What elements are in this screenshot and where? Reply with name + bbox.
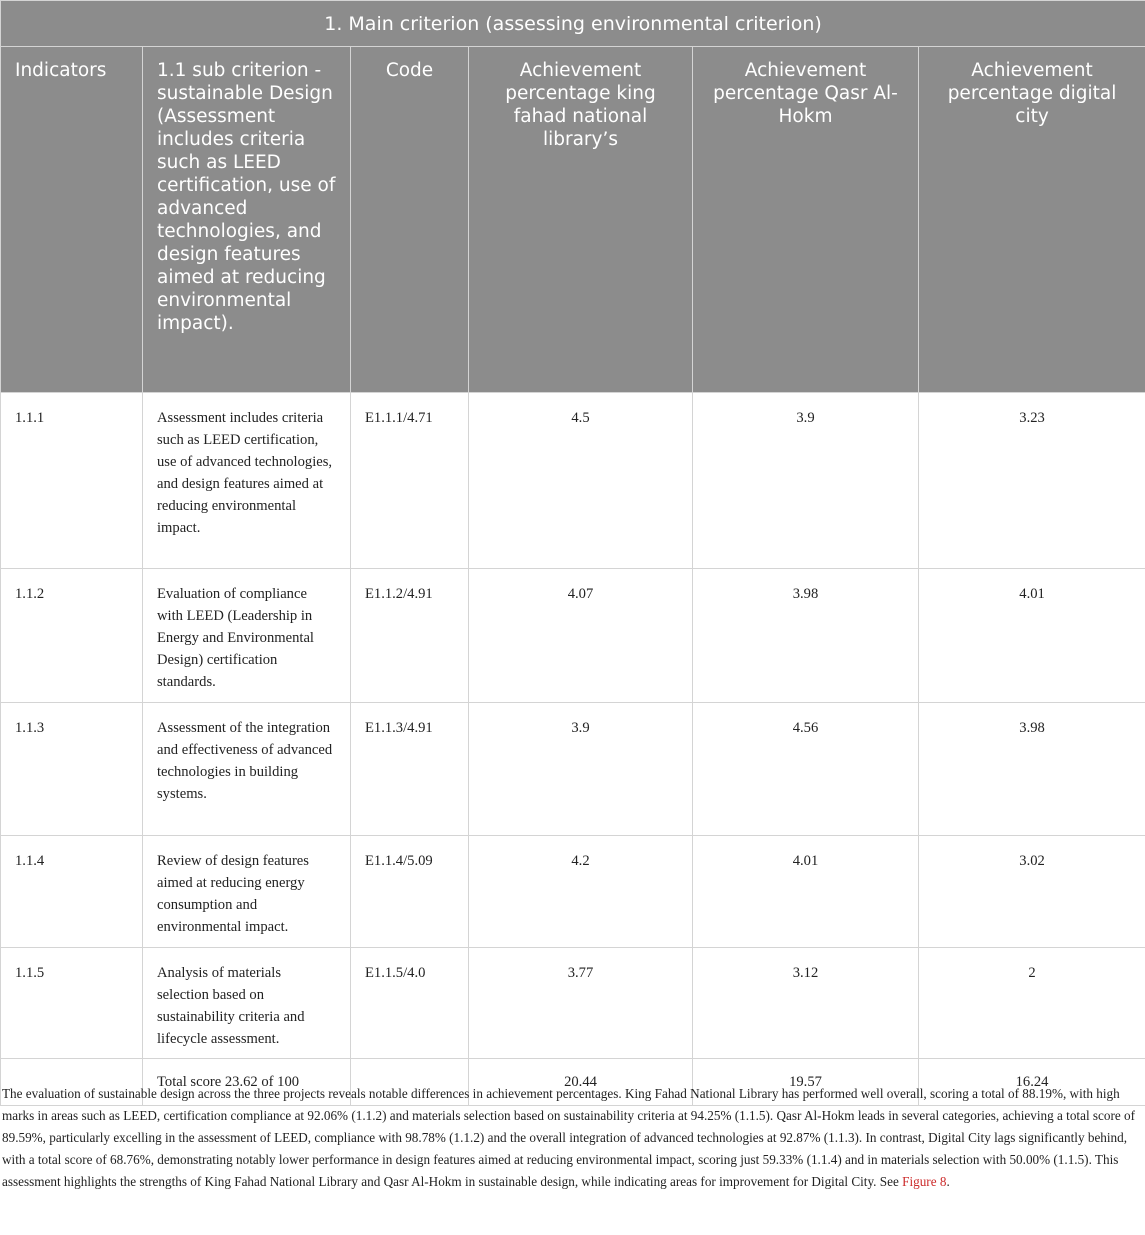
caption-end: . xyxy=(946,1174,950,1189)
header-code: Code xyxy=(351,47,469,393)
indicator-cell: 1.1.3 xyxy=(1,703,143,836)
digital-cell: 3.98 xyxy=(919,703,1145,836)
code-cell: E1.1.1/4.71 xyxy=(351,393,469,569)
table-row xyxy=(1,393,1145,569)
table-row xyxy=(1,703,1145,836)
table-row xyxy=(1,569,1145,703)
total-qasr: 19.57 xyxy=(693,1059,919,1106)
description-cell: Assessment includes criteria such as LEED certification, use of advanced technologies, and design features aimed at reducing environmental impact. xyxy=(143,393,351,569)
digital-cell: 4.01 xyxy=(919,569,1145,703)
description-cell: Analysis of materials selection based on sustainability criteria and lifecycle assessment. xyxy=(143,948,351,1059)
total-label: Total score 23.62 of 100 xyxy=(143,1059,351,1106)
indicator-cell: 1.1.1 xyxy=(1,393,143,569)
qasr-cell: 3.98 xyxy=(693,569,919,703)
table-title: 1. Main criterion (assessing environmental criterion) xyxy=(1,1,1145,47)
indicator-cell: 1.1.4 xyxy=(1,836,143,948)
qasr-cell: 4.56 xyxy=(693,703,919,836)
digital-cell: 2 xyxy=(919,948,1145,1059)
total-kfnl: 20.44 xyxy=(469,1059,693,1106)
description-cell: Evaluation of compliance with LEED (Leadership in Energy and Environmental Design) certification standards. xyxy=(143,569,351,703)
kfnl-cell: 4.2 xyxy=(469,836,693,948)
header-digital: Achievement percentage digital city xyxy=(919,47,1145,393)
description-cell: Review of design features aimed at reducing energy consumption and environmental impact. xyxy=(143,836,351,948)
description-cell: Assessment of the integration and effectiveness of advanced technologies in building systems. xyxy=(143,703,351,836)
indicator-cell: 1.1.2 xyxy=(1,569,143,703)
qasr-cell: 3.9 xyxy=(693,393,919,569)
table-caption xyxy=(0,1083,1145,1193)
code-cell: E1.1.2/4.91 xyxy=(351,569,469,703)
header-kfnl: Achievement percentage king fahad national library’s xyxy=(469,47,693,393)
indicator-cell: 1.1.5 xyxy=(1,948,143,1059)
kfnl-cell: 3.77 xyxy=(469,948,693,1059)
code-cell: E1.1.4/5.09 xyxy=(351,836,469,948)
qasr-cell: 4.01 xyxy=(693,836,919,948)
figure-8-link[interactable]: Figure 8 xyxy=(902,1174,947,1189)
qasr-cell: 3.12 xyxy=(693,948,919,1059)
header-sub-criterion: 1.1 sub criterion - sustainable Design (Assessment includes criteria such as LEED certification, use of advanced technologies, and design features aimed at reducing environmental impact). xyxy=(143,47,351,393)
digital-cell: 3.02 xyxy=(919,836,1145,948)
table-row xyxy=(1,948,1145,1059)
table-row xyxy=(1,836,1145,948)
code-cell: E1.1.5/4.0 xyxy=(351,948,469,1059)
caption-text: The evaluation of sustainable design across the three projects reveals notable differences in achievement percentages. King Fahad National Library has performed well overall, scoring a total of 88.19%, with high marks in areas such as LEED, certification compliance at 92.06% (1.1.2) and materials selection based on sustainability criteria at 94.25% (1.1.5). Qasr Al-Hokm leads in several categories, achieving a total score of 89.59%, particularly excelling in the assessment of LEED, compliance with 98.78% (1.1.2) and the overall integration of advanced technologies at 92.87% (1.1.3). In contrast, Digital City lags significantly behind, with a total score of 68.76%, demonstrating notably lower performance in design features aimed at reducing environmental impact, scoring just 59.33% (1.1.4) and in materials selection with 50.00% (1.1.5). This assessment highlights the strengths of King Fahad National Library and Qasr Al-Hokm in sustainable design, while indicating areas for improvement for Digital City. See xyxy=(2,1086,1136,1189)
kfnl-cell: 4.07 xyxy=(469,569,693,703)
total-digital: 16.24 xyxy=(919,1059,1145,1106)
code-cell: E1.1.3/4.91 xyxy=(351,703,469,836)
kfnl-cell: 4.5 xyxy=(469,393,693,569)
header-indicators: Indicators xyxy=(1,47,143,393)
kfnl-cell: 3.9 xyxy=(469,703,693,836)
digital-cell: 3.23 xyxy=(919,393,1145,569)
header-qasr: Achievement percentage Qasr Al-Hokm xyxy=(693,47,919,393)
